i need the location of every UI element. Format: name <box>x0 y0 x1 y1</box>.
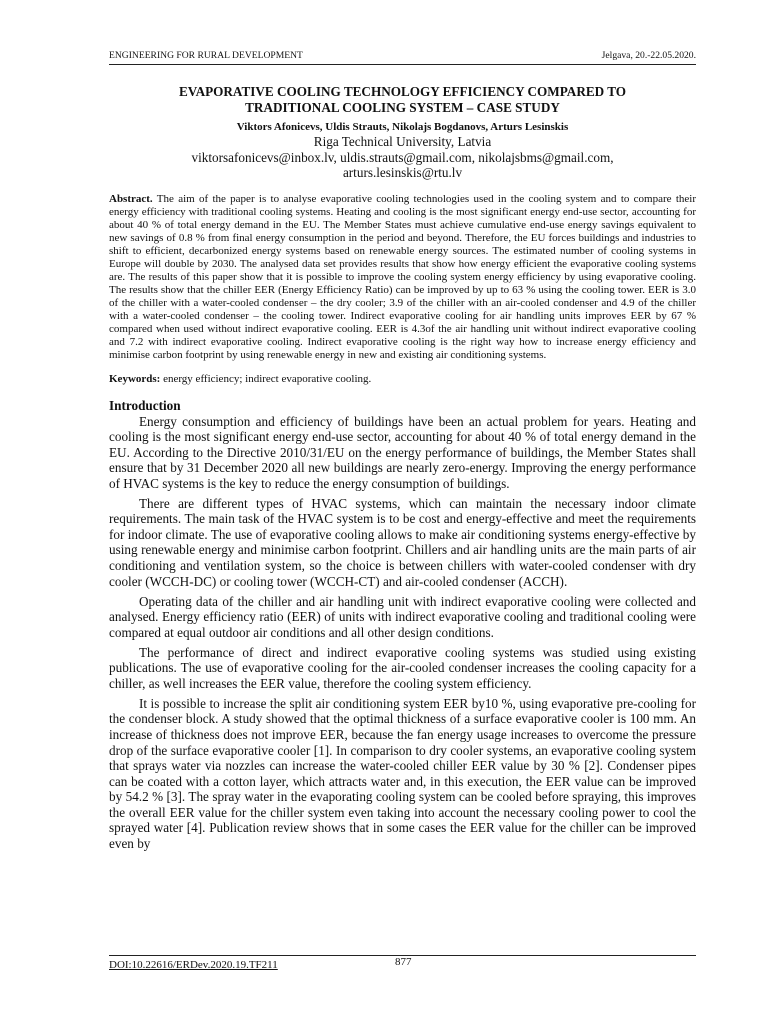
abstract <box>109 193 696 363</box>
paper-title: EVAPORATIVE COOLING TECHNOLOGY EFFICIENCY COMPARED TO TRADITIONAL COOLING SYSTEM – CASE STUDY <box>178 84 627 115</box>
keywords-label: Keywords: <box>109 373 161 386</box>
conference-date: Jelgava, 20.-22.05.2020. <box>601 50 696 61</box>
body-paragraph: There are different types of HVAC systems, which can maintain the necessary indoor climate requirements. The main task of the HVAC system is to be cost and energy-effective and meet the requirements for indoor climate. The use of evaporative cooling allows to make air conditioning systems energy-effective by using renewable energy and minimise carbon footprint. Chillers and air handling units are the main parts of air conditioning and ventilation system, so the choice is between chillers with water-cooled condenser with dry cooler (WCCH-DC) or cooling tower (WCCH-CT) and air-cooled condenser (ACCH). <box>109 495 696 589</box>
author-list: Viktors Afonicevs, Uldis Strauts, Nikolajs Bogdanovs, Arturs Lesinskis <box>236 121 569 133</box>
running-header <box>109 50 696 65</box>
paper-page <box>109 50 696 856</box>
author-emails-line-1: viktorsafonicevs@inbox.lv, uldis.strauts@gmail.com, nikolajsbms@gmail.com, <box>191 149 614 165</box>
page-number: 877 <box>395 956 412 968</box>
body-paragraph: Energy consumption and efficiency of buildings have been an actual problem for years. Heating and cooling is the most significant energy end-use sector, accounting for about 40 % of total energy demand in the EU. According to the Directive 2010/31/EU on the energy performance of buildings, the Member States shall ensure that by 31 December 2020 all new buildings are nearly zero-energy. Improving the energy performance of HVAC systems is the key to reduce the energy consumption of buildings. <box>109 413 696 491</box>
affiliation: Riga Technical University, Latvia <box>313 134 492 149</box>
body-paragraph: The performance of direct and indirect evaporative cooling systems was studied using existing publications. The use of evaporative cooling for the air-cooled condenser increases the cooling capacity for a chiller, as well increases the EER value, therefore the cooling system efficiency. <box>109 644 696 691</box>
keywords-text: energy efficiency; indirect evaporative cooling. <box>163 373 372 386</box>
abstract-text: The aim of the paper is to analyse evaporative cooling technologies used in the cooling system and to compare their energy efficiency with traditional cooling systems. Heating and cooling is the most significant energy end-use sector, accounting for about 40 % of total energy demand in the EU. The Member States must achieve cumulative end-use energy savings equivalent to new savings of 0.8 % from final energy consumption in the period and beyond. Therefore, the EU forces buildings and industries to shift to efficient, decarbonized energy systems based on renewable energy sources. The estimated number of cooling systems in Europe will double by 2030. The analysed data set provides results that show how energy efficient the evaporative cooling systems are. The results of this paper show that it is possible to improve the cooling system energy efficiency by using evaporative cooling. The results show that the chiller EER (Energy Efficiency Ratio) can be improved by up to 63 % using the cooling tower. EER is 3.0 of the chiller with a water-cooled condenser – the dry cooler; 3.9 of the chiller with an air-cooled condenser and 4.9 of the chiller with a water-cooled condenser – the cooling tower. Indirect evaporative cooling for air handling units improves EER by 67 % compared when used without indirect evaporative cooling. EER is 4.3of the air handling unit without indirect evaporative cooling and 7.2 with indirect evaporative cooling. Indirect evaporative cooling is the right way how to increase energy efficiency and minimise carbon footprint by using renewable energy in new and existing air conditioning systems. <box>109 192 696 362</box>
page-footer <box>109 955 696 971</box>
body-paragraph: Operating data of the chiller and air handling unit with indirect evaporative cooling were collected and analysed. Energy efficiency ratio (EER) of units with indirect evaporative cooling and traditional cooling were compared at equal outdoor air conditions and all other design conditions. <box>109 593 696 640</box>
doi-link[interactable]: DOI:10.22616/ERDev.2020.19.TF211 <box>109 959 278 971</box>
abstract-label: Abstract. <box>109 192 153 205</box>
body-paragraph: It is possible to increase the split air conditioning system EER by10 %, using evaporative pre-cooling for the condenser block. A study showed that the optimal thickness of a surface evaporative cooler is 100 mm. An increase of thickness does not improve EER, because the fan energy usage increases to overcome the pressure drop of the surface evaporative cooler [1]. In comparison to dry cooler systems, an evaporative cooling system that sprays water via nozzles can increase the water-cooled chiller EER value by 30 % [2]. Condenser pipes can be coated with a cotton layer, which attracts water and, in this execution, the EER value can be improved by 54.2 % [3]. The spray water in the evaporating cooling system can be cooled before spraying, this improves the overall EER value for the chiller system even taking into account the necessary cooling power to cool the sprayed water [4]. Publication review shows that in some cases the EER value for the chiller can be improved even by <box>109 695 696 851</box>
keywords <box>109 373 696 386</box>
author-emails-line-2: arturs.lesinskis@rtu.lv <box>342 165 463 180</box>
section-heading-introduction: Introduction <box>109 398 181 414</box>
conference-name: ENGINEERING FOR RURAL DEVELOPMENT <box>109 50 303 61</box>
